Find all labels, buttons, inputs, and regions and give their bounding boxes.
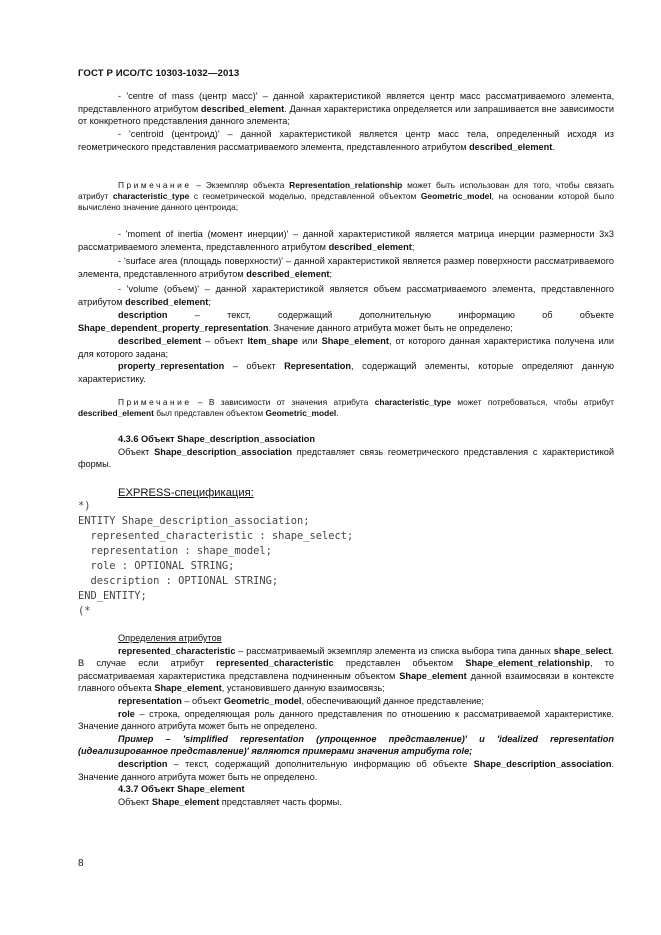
section-title-4-3-7: 4.3.7 Объект Shape_element bbox=[118, 784, 245, 795]
example: Пример – 'simplified representation (упрощенное представление)' и 'idealized representation (идеализированное представление)' являются примерами значения атрибута role; bbox=[78, 733, 614, 757]
express-code: *) ENTITY Shape_description_association; represented_characteristic : shape_select; representation : shape_model; role : OPTIONAL STRING; description : OPTIONAL STRING; END_ENTITY; (* bbox=[78, 500, 354, 617]
attr-description: description – текст, содержащий дополнительную информацию об объекте Shape_dependent_property_representation. Значение данного атрибута может быть не определено; bbox=[78, 310, 614, 333]
section-4-3-6: 4.3.6 Объект Shape_description_association Объект Shape_description_association представляет связь геометрического представления с характеристикой формы. bbox=[78, 434, 614, 470]
bullet-volume: - 'volume (объем)' – данной характеристикой является объем рассматриваемого элемента, представленного атрибутом described_element; bbox=[78, 284, 614, 307]
note-2: Примечание – В зависимости от значения атрибута characteristic_type может потребоваться, чтобы атрибут described_element был представлен объектом Geometric_model. bbox=[78, 397, 615, 418]
section-title: 4.3.6 Объект Shape_description_association bbox=[118, 434, 316, 444]
page-number: 8 bbox=[78, 858, 84, 869]
definitions-title: Определения атрибутов bbox=[118, 633, 222, 643]
express-label: EXPRESS-спецификация: bbox=[118, 487, 254, 499]
document-header: ГОСТ Р ИСО/ТС 10303-1032—2013 bbox=[78, 68, 240, 79]
note-1: Примечание – Экземпляр объекта Representation_relationship может быть использован для того, чтобы связать атрибут characteristic_type с геометрической моделью, представленной объектом Geometric_model, на основании которой было вычислено значение данного центроида; bbox=[78, 180, 615, 212]
attr-described-element: described_element – объект Item_shape или Shape_element, от которого данная характеристика получена или для которого задана; bbox=[78, 336, 614, 359]
bullet-centre-of-mass: - 'centre of mass (центр масс)' – данной характеристикой является центр масс рассматриваемого элемента, представленного атрибутом described_element. Данная характеристика определяется или запрашивается вне зависимости от конкретного представления данного элемента; bbox=[78, 91, 615, 127]
attr-property-representation: property_representation – объект Representation, содержащий элементы, которые определяют данную характеристику. bbox=[78, 361, 614, 384]
bullet-centroid: - 'centroid (центроид)' – данной характеристикой является центр масс тела, определенный исходя из геометрического представления рассматриваемого элемента, представленного атрибутом described_element. bbox=[78, 129, 614, 152]
bullet-surface-area: - 'surface area (площадь поверхности)' – данной характеристикой является размер поверхности рассматриваемого элемента, представленного атрибутом described_element; bbox=[78, 256, 614, 279]
bullet-moment-of-inertia: - 'moment of inertia (момент инерции)' – данной характеристикой является матрица инерции размерности 3x3 рассматриваемого элемента, представленного атрибутом described_element; bbox=[78, 229, 614, 252]
attribute-definitions: Определения атрибутов represented_characteristic – рассматриваемый экземпляр элемента из списка выбора типа данных shape_select. В случае если атрибут represented_characteristic представлен объектом Shape_element_relationship, то рассматриваемая характеристика представлена подчиненным объектом Shape_element данной взаимосвязи в контексте главного объекта Shape_element, установившего данную взаимосвязь; representation – объект Geometric_model, обеспечивающий данное представление; role – строка, определяющая роль данного представления по отношению к рассматриваемой характеристике. Значение данного атрибута может быть не определено. Пример – 'simplified representation (упрощенное представление)' и 'idealized representation (идеализированное представление)' являются примерами значения атрибута role; description – текст, содержащий дополнительную информацию об объекте Shape_description_association. Значение данного атрибута может быть не определено. 4.3.7 Объект Shape_element Объект Shape_element представляет часть формы. bbox=[78, 633, 614, 807]
